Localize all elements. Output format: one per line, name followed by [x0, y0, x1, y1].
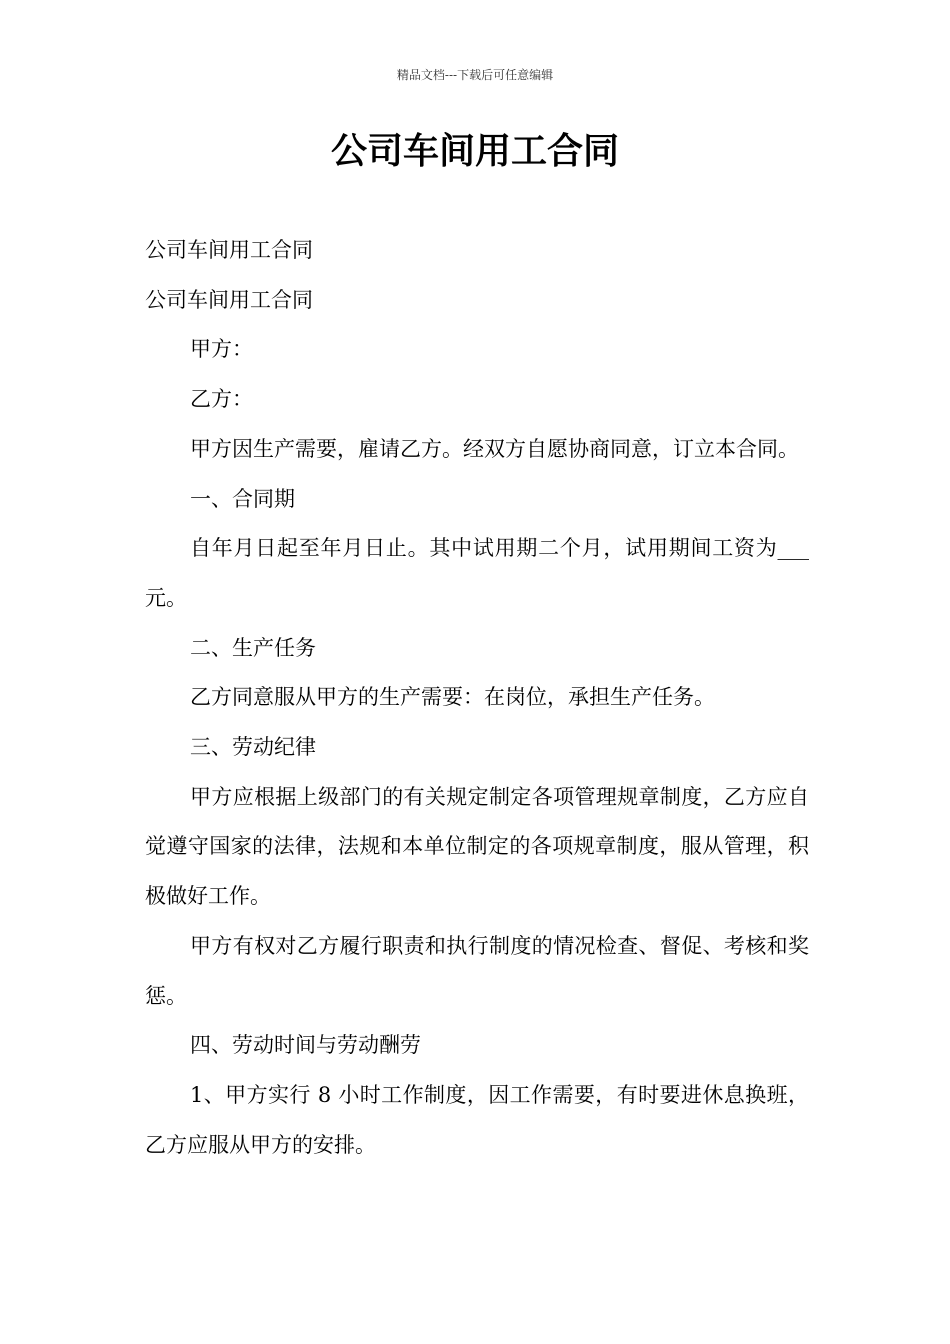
- paragraph: 甲方应根据上级部门的有关规定制定各项管理规章制度，乙方应自觉遵守国家的法律，法规和本单位制定的各项规章制度，服从管理，积极做好工作。: [145, 784, 809, 909]
- section-heading: 四、劳动时间与劳动酬劳: [190, 1033, 421, 1058]
- paragraph: 甲方因生产需要，雇请乙方。经双方自愿协商同意，订立本合同。: [190, 436, 799, 461]
- paragraph: 公司车间用工合同: [145, 238, 313, 262]
- section-heading: 三、劳动纪律: [190, 735, 316, 760]
- paragraph: 自年月日起至年月日止。其中试用期二个月，试用期间工资为___元。: [145, 536, 809, 610]
- page-header-watermark: 精品文档---下载后可任意编辑: [396, 68, 554, 82]
- document-title: 公司车间用工合同: [330, 131, 619, 172]
- section-heading: 一、合同期: [190, 486, 295, 511]
- section-heading: 二、生产任务: [190, 635, 316, 660]
- party-b-label: 乙方：: [190, 387, 253, 412]
- document-body: [145, 226, 809, 1170]
- paragraph: 甲方有权对乙方履行职责和执行制度的情况检查、督促、考核和奖惩。: [145, 933, 809, 1008]
- paragraph: 公司车间用工合同: [145, 287, 313, 312]
- party-a-label: 甲方：: [190, 337, 253, 362]
- paragraph: 乙方同意服从甲方的生产需要：在岗位，承担生产任务。: [190, 685, 715, 710]
- paragraph: 1、甲方实行 8 小时工作制度，因工作需要，有时要进休息换班，乙方应服从甲方的安排。: [145, 1082, 809, 1157]
